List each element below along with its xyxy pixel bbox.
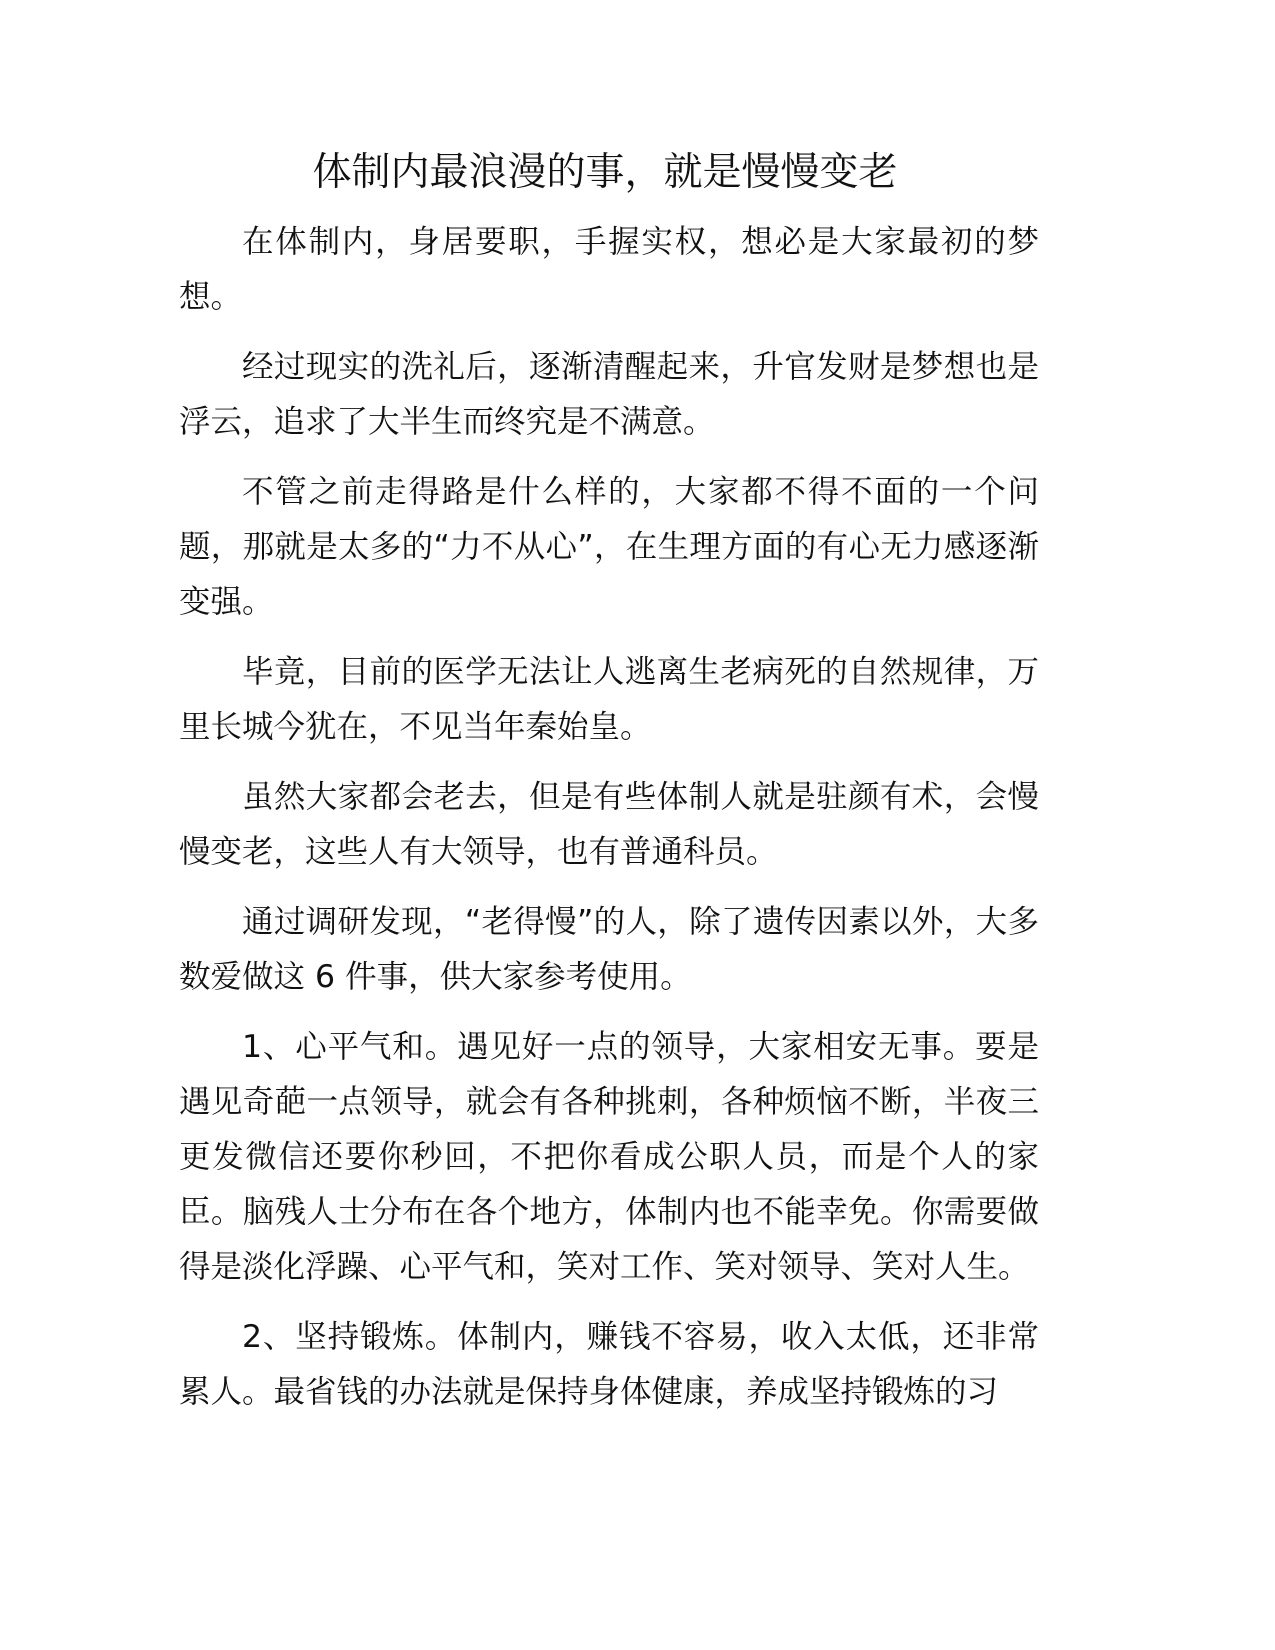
paragraph-5: 虽然大家都会老去，但是有些体制人就是驻颜有术，会慢慢变老，这些人有大领导，也有普通科员。 xyxy=(179,779,1039,870)
document-title: 体制内最浪漫的事，就是慢慢变老 xyxy=(312,150,898,195)
paragraph-6: 通过调研发现，“老得慢”的人，除了遗传因素以外，大多数爱做这 6 件事，供大家参考使用。 xyxy=(179,904,1039,995)
paragraph-4: 毕竟，目前的医学无法让人逃离生老病死的自然规律，万里长城今犹在，不见当年秦始皇。 xyxy=(179,654,1039,745)
paragraph-3: 不管之前走得路是什么样的，大家都不得不面的一个问题，那就是太多的“力不从心”，在生理方面的有心无力感逐渐变强。 xyxy=(179,474,1039,620)
paragraph-8: 2、坚持锻炼。体制内，赚钱不容易，收入太低，还非常累人。最省钱的办法就是保持身体健康，养成坚持锻炼的习 xyxy=(179,1319,1039,1410)
paragraph-1: 在体制内，身居要职，手握实权，想必是大家最初的梦想。 xyxy=(179,224,1039,315)
paragraph-7: 1、心平气和。遇见好一点的领导，大家相安无事。要是遇见奇葩一点领导，就会有各种挑刺，各种烦恼不断，半夜三更发微信还要你秒回，不把你看成公职人员，而是个人的家臣。脑残人士分布在各个地方，体制内也不能幸免。你需要做得是淡化浮躁、心平气和，笑对工作、笑对领导、笑对人生。 xyxy=(179,1029,1039,1285)
document-body xyxy=(179,215,1039,1435)
paragraph-2: 经过现实的洗礼后，逐渐清醒起来，升官发财是梦想也是浮云，追求了大半生而终究是不满意。 xyxy=(179,349,1039,440)
